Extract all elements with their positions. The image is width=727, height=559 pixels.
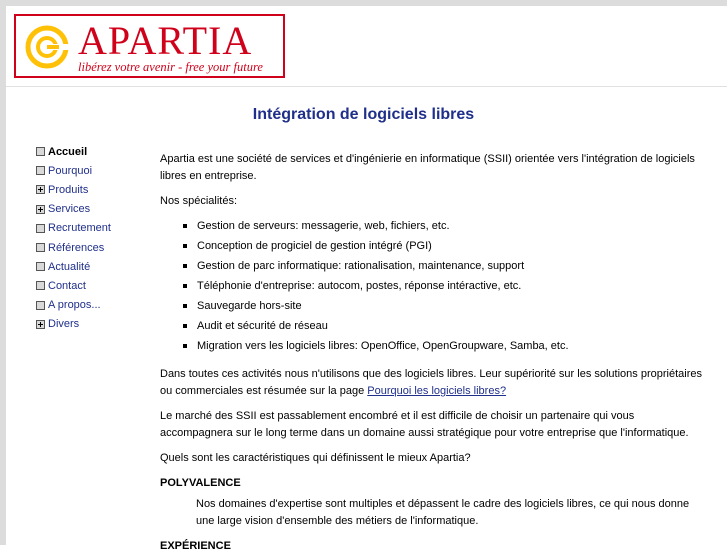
nav-item-label: A propos...: [48, 299, 101, 312]
nav-item-services[interactable]: [36, 200, 111, 219]
market-paragraph: Le marché des SSII est passablement encombré et il est difficile de choisir un partenaire qui vous accompagnera sur le long terme dans un domaine aussi stratégique pour votre entreprise que l'informatique.: [160, 410, 689, 439]
sidebar-nav: [36, 142, 111, 334]
nav-item-a-propos[interactable]: [36, 296, 111, 315]
box-icon: [36, 262, 45, 271]
nav-item-produits[interactable]: [36, 180, 111, 199]
nav-item-contact[interactable]: [36, 276, 111, 295]
box-icon: [36, 243, 45, 252]
list-item: Audit et sécurité de réseau: [160, 318, 705, 338]
list-item: Migration vers les logiciels libres: OpenOffice, OpenGroupware, Samba, etc.: [160, 338, 705, 358]
main-content: [160, 151, 705, 559]
nav-item-label: Pourquoi: [48, 164, 93, 177]
polyvalence-heading: POLYVALENCE: [160, 477, 241, 489]
list-item: Téléphonie d'entreprise: autocom, postes, réponse intéractive, etc.: [160, 278, 705, 298]
expand-plus-icon[interactable]: [36, 320, 45, 329]
list-item: Conception de progiciel de gestion intégré (PGI): [160, 238, 705, 258]
nav-item-accueil[interactable]: [36, 142, 111, 161]
experience-heading: EXPÉRIENCE: [160, 540, 231, 552]
question-paragraph: Quels sont les caractéristiques qui définissent le mieux Apartia?: [160, 452, 471, 464]
nav-item-label: Accueil: [48, 145, 88, 158]
logo[interactable]: [14, 14, 285, 78]
intro-paragraph: Apartia est une société de services et d'ingénierie en informatique (SSII) orientée vers l'intégration de logiciels libres en entreprise.: [160, 153, 695, 182]
expand-plus-icon[interactable]: [36, 185, 45, 194]
nav-item-label: Contact: [48, 279, 86, 292]
nav-item-label: Divers: [48, 318, 80, 331]
list-item: Gestion de serveurs: messagerie, web, fichiers, etc.: [160, 218, 705, 238]
logo-wordmark: APARTIA: [78, 18, 253, 63]
paragraph-text: Dans toutes ces activités nous n'utilisons que des logiciels libres. Leur supériorité sur les solutions propriétaires ou commerciales est résumée sur la page: [160, 368, 702, 397]
nav-item-label: Actualité: [48, 260, 91, 273]
nav-item-label: Recrutement: [48, 222, 111, 235]
logo-tagline: libérez votre avenir - free your future: [78, 60, 263, 74]
specialties-list: [160, 218, 705, 358]
nav-item-references[interactable]: [36, 238, 111, 257]
nav-item-actualite[interactable]: [36, 257, 111, 276]
nav-item-label: Services: [48, 203, 91, 216]
box-icon: [36, 301, 45, 310]
nav-item-label: Produits: [48, 183, 89, 196]
nav-item-divers[interactable]: [36, 315, 111, 334]
header-divider: [6, 86, 727, 87]
expand-plus-icon[interactable]: [36, 205, 45, 214]
logo-circle-icon: [22, 24, 72, 70]
free-software-paragraph: [160, 366, 705, 400]
list-item: Gestion de parc informatique: rationalisation, maintenance, support: [160, 258, 705, 278]
specialties-heading: Nos spécialités:: [160, 195, 238, 207]
polyvalence-text: Nos domaines d'expertise sont multiples et dépassent le cadre des logiciels libres, ce qui nous donne une large vision d'ensemble des métiers de l'informatique.: [196, 498, 690, 527]
box-icon: [36, 224, 45, 233]
nav-item-recrutement[interactable]: [36, 219, 111, 238]
window-frame-top: [0, 0, 727, 6]
box-icon: [36, 147, 45, 156]
box-icon: [36, 281, 45, 290]
box-icon: [36, 166, 45, 175]
page-title: Intégration de logiciels libres: [252, 106, 475, 123]
why-free-software-link[interactable]: Pourquoi les logiciels libres?: [367, 385, 507, 397]
window-frame-left: [0, 0, 6, 545]
nav-item-label: Références: [48, 241, 105, 254]
nav-item-pourquoi[interactable]: [36, 161, 111, 180]
list-item: Sauvegarde hors-site: [160, 298, 705, 318]
